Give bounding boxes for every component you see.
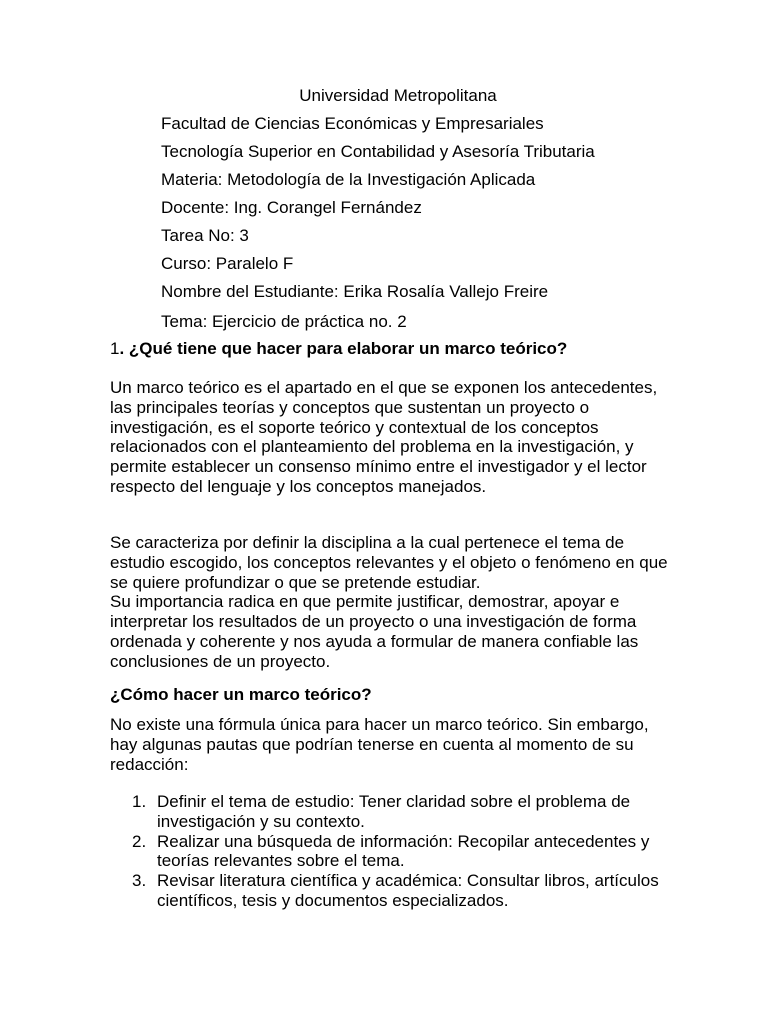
university-title: Universidad Metropolitana (299, 86, 497, 105)
list-item-number: 2. (132, 831, 147, 851)
steps-list (110, 792, 670, 911)
list-item (110, 792, 670, 832)
paragraph-importance: Su importancia radica en que permite justificar, demostrar, apoyar e interpretar los resultados de un proyecto o una investigación de forma ordenada y coherente y nos ayuda a formular de manera confiable las conclusiones de un proyecto. (110, 592, 639, 671)
program-line: Tecnología Superior en Contabilidad y Asesoría Tributaria (161, 142, 595, 161)
student-line: Nombre del Estudiante: Erika Rosalía Vallejo Freire (161, 282, 549, 301)
paragraph-guidelines: No existe una fórmula única para hacer un marco teórico. Sin embargo, hay algunas pautas que podrían tenerse en cuenta al momento de su redacción: (110, 715, 649, 774)
paragraph-definition: Un marco teórico es el apartado en el que se exponen los antecedentes, las principales teorías y conceptos que sustentan un proyecto o investigación, es el soporte teórico y contextual de los conceptos relacionados con el planteamiento del problema en la investigación, y permite establecer un consenso mínimo entre el investigador y el lector respecto del lenguaje y los conceptos manejados. (110, 378, 658, 496)
subheading-how-to: ¿Cómo hacer un marco teórico? (110, 685, 372, 704)
paragraph-characteristics (110, 533, 670, 672)
subject-line: Materia: Metodología de la Investigación Aplicada (161, 170, 536, 189)
list-item-text: Revisar literatura científica y académica: Consultar libros, artículos científicos, tesis y documentos especializados. (157, 871, 659, 910)
list-item (110, 871, 670, 911)
topic-line: Tema: Ejercicio de práctica no. 2 (161, 312, 407, 331)
list-item-number: 3. (132, 871, 147, 891)
task-line: Tarea No: 3 (161, 226, 249, 245)
faculty-line: Facultad de Ciencias Económicas y Empresariales (161, 114, 544, 133)
list-item-text: Realizar una búsqueda de información: Recopilar antecedentes y teorías relevantes sobre el tema. (157, 831, 650, 871)
teacher-line: Docente: Ing. Corangel Fernández (161, 198, 422, 217)
question-text: . ¿Qué tiene que hacer para elaborar un marco teórico? (119, 339, 568, 358)
question-number: 1 (110, 339, 120, 358)
paragraph-characteristics-line1: Se caracteriza por definir la disciplina a la cual pertenece el tema de estudio escogido, los conceptos relevantes y el objeto o fenómeno en que se quiere profundizar o que se pretende estudiar. (110, 533, 668, 592)
list-item (110, 832, 670, 872)
list-item-text: Definir el tema de estudio: Tener claridad sobre el problema de investigación y su contexto. (157, 792, 631, 831)
list-item-number: 1. (132, 792, 147, 811)
question-heading (110, 339, 567, 359)
course-line: Curso: Paralelo F (161, 254, 294, 273)
